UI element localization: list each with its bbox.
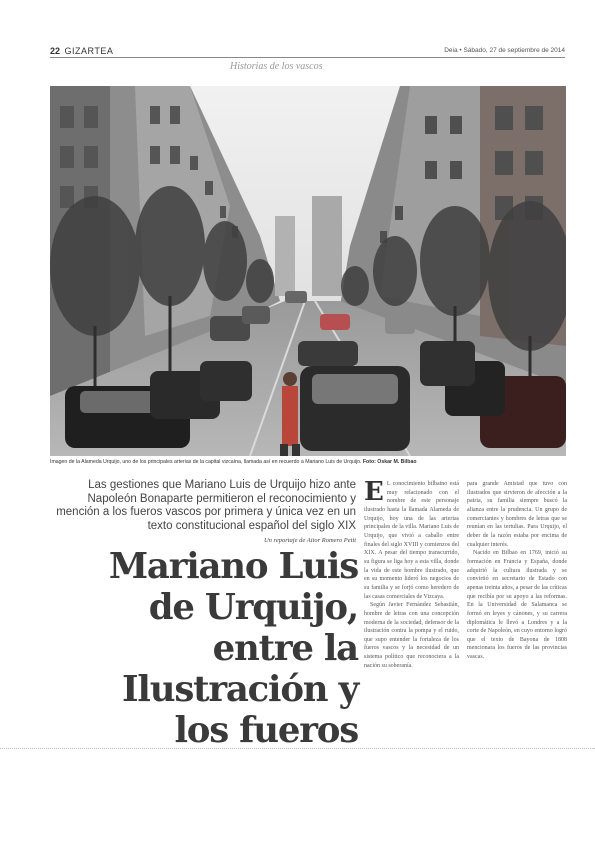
street-photo bbox=[50, 86, 566, 456]
caption-credit: Foto: Oskar M. Bilbao bbox=[362, 459, 417, 465]
section-name: GIZARTEA bbox=[64, 46, 114, 56]
caption-text: Imagen de la Alameda Urquijo, uno de los principales arterias de la capital vizcaína, llamada así en recuerdo a Mariano Luis de Urquijo. bbox=[50, 459, 362, 465]
photo-caption bbox=[50, 459, 566, 465]
article-deck: Las gestiones que Mariano Luis de Urquijo hizo ante Napoleón Bonaparte permitieron el reconocimiento y mención a los fueros vascos por primera y única vez en un texto constitucional español del siglo XIX bbox=[56, 479, 356, 532]
paragraph: L conocimiento bilbaino está muy relacionado con el nombre de este personaje ilustrado hasta la llamada Alameda de Urquijo, hoy una de las arterias principales de la villa. Mariano Luis de Urquijo, que vivió a caballo entre finales del siglo XVIII y comienzos del XIX. A pesar del tiempo transcurrido, su figura se liga hoy a esta villa, donde la vida de este hombre ilustrado, que en su momento lideró los negocios de su familia y se forjó como heredero de las casas comerciales de Vizcaya. bbox=[364, 481, 459, 600]
street-photo-drawing bbox=[50, 86, 566, 456]
body-column-1 bbox=[364, 480, 459, 755]
page-header bbox=[50, 46, 113, 56]
article-byline: Un reportaje de Aitor Romero Petit bbox=[263, 537, 356, 544]
date-line: Deia • Sábado, 27 de septiembre de 2014 bbox=[444, 47, 565, 54]
body-column-2 bbox=[467, 480, 567, 755]
paragraph: Nacido en Bilbao en 1769, inició su formación en Francia y España, donde adquirió la cultura ilustrada y se convirtió en secretario de Estado con apenas treinta años, a pesar de las críticas que recibía por su apoyo a las reformas. En la Universidad de Salamanca se formó en leyes y cánones, y su carrera diplomática le llevó a Londres y a la corte de Napoleón, en cuyo entorno logró que el texto de Bayona de 1808 mencionara los fueros de las provincias vascas. bbox=[467, 550, 567, 661]
page-bottom-divider bbox=[0, 748, 595, 749]
header-divider bbox=[50, 57, 565, 58]
section-kicker: Historias de los vascos bbox=[230, 61, 323, 72]
page-number: 22 bbox=[50, 46, 61, 56]
paragraph: para grande Amistad que tuvo con ilustrados que sirvieron de afección a la patria, su familia siempre buscó la alianza entre la prudencia. Un grupo de comerciantes y hombres de letras que se reunían en las tertulias. Para Urquijo, el deber de la razón estaba por encima de cualquier interés. bbox=[467, 481, 567, 548]
drop-cap: E bbox=[364, 480, 384, 507]
article-headline: Mariano Luis de Urquijo, entre la Ilustración y los fueros bbox=[108, 546, 358, 751]
paragraph: Según Javier Fernández Sebastián, hombre de letras con una concepción moderna de la sociedad, defensor de la ilustración contra la pompa y el ruido, que supo entender la fortaleza de los fueros vascos y la necesidad de un sistema político que reconociera a la nación su soberanía. bbox=[364, 602, 459, 669]
